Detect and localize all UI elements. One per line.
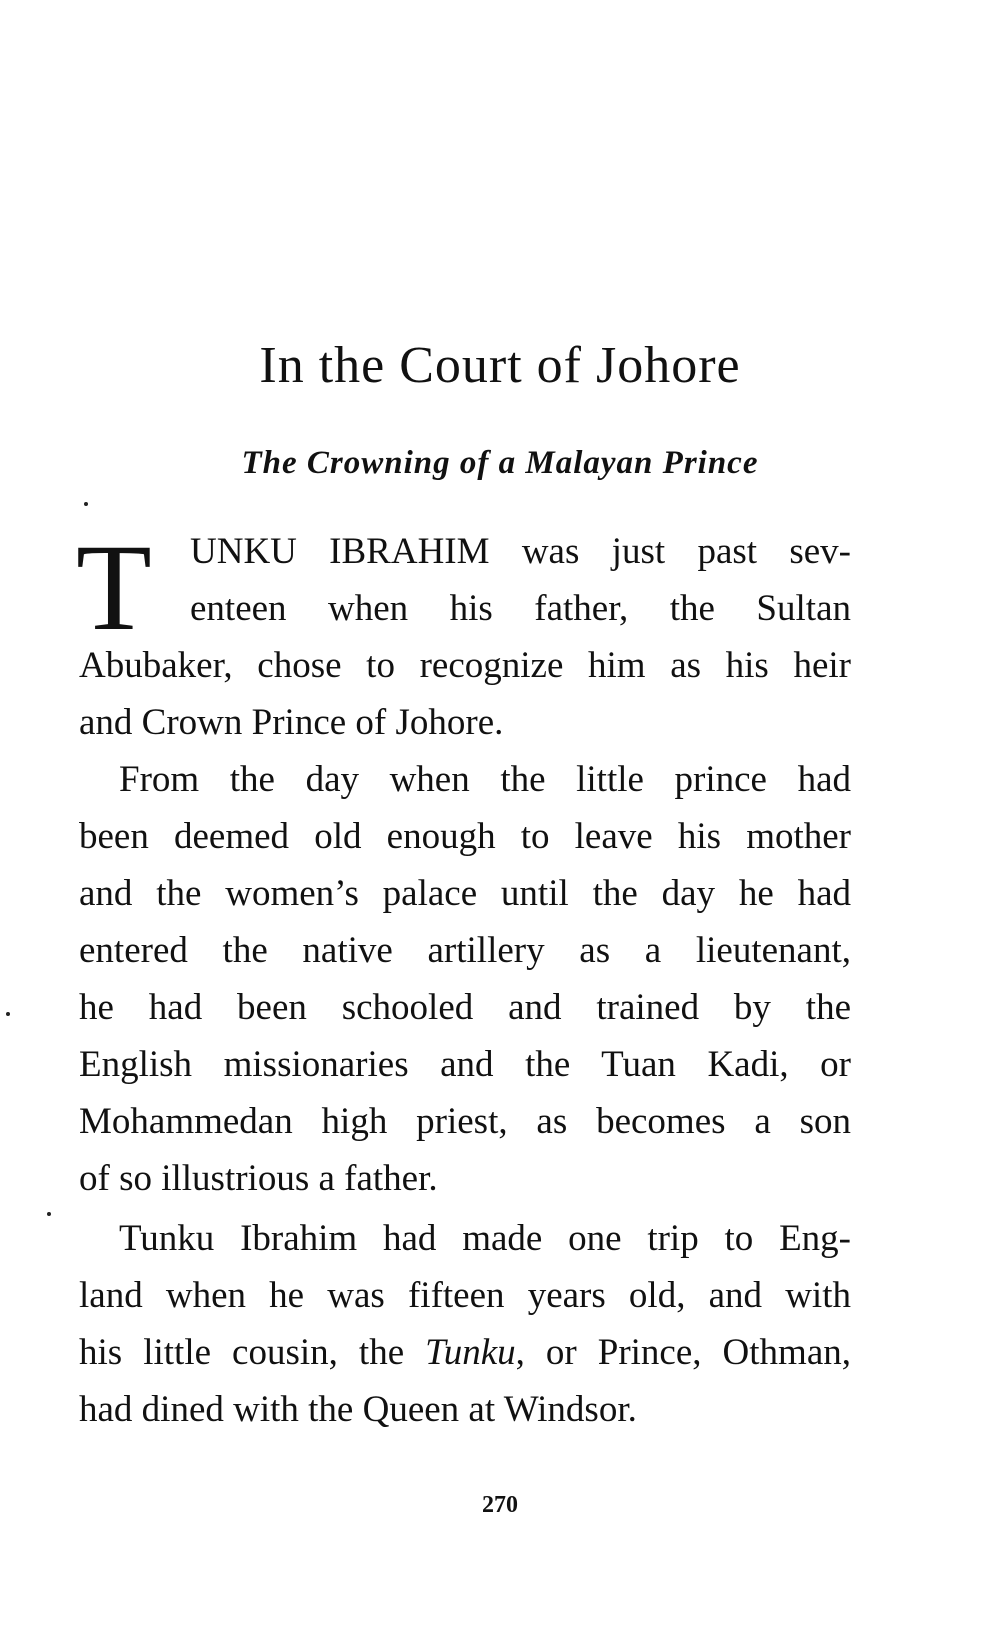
text-line: Abubaker, chose to recognize him as his heir [79, 645, 851, 686]
text-run: his little cousin, the [79, 1332, 426, 1373]
text-line [79, 1331, 851, 1375]
page-number: 270 [482, 1492, 518, 1518]
text-line: Tunku Ibrahim had made one trip to Eng- [119, 1218, 851, 1259]
text-line: and Crown Prince of Johore. [79, 702, 504, 743]
text-line: of so illustrious a father. [79, 1158, 438, 1199]
text-line: enteen when his father, the Sultan [190, 588, 851, 629]
text-line: had dined with the Queen at Windsor. [79, 1389, 637, 1430]
chapter-subtitle: The Crowning of a Malayan Prince [241, 445, 759, 481]
text-run: , or Prince, Othman, [515, 1332, 851, 1373]
scan-speck [47, 1212, 51, 1216]
italic-word: Tunku [425, 1332, 516, 1373]
text-line: entered the native artillery as a lieutenant, [79, 930, 851, 971]
text-line: UNKU IBRAHIM was just past sev- [190, 531, 851, 572]
text-line: English missionaries and the Tuan Kadi, or [79, 1044, 851, 1085]
text-line: From the day when the little prince had [119, 759, 851, 800]
text-line: he had been schooled and trained by the [79, 987, 851, 1028]
text-line: land when he was fifteen years old, and with [79, 1275, 851, 1316]
scan-speck [6, 1012, 10, 1016]
drop-cap: T [76, 519, 152, 656]
text-line: Mohammedan high priest, as becomes a son [79, 1101, 851, 1142]
text-line: been deemed old enough to leave his mother [79, 816, 851, 857]
text-line: and the women’s palace until the day he had [79, 873, 851, 914]
chapter-title: In the Court of Johore [259, 337, 741, 394]
scan-speck [84, 502, 88, 506]
